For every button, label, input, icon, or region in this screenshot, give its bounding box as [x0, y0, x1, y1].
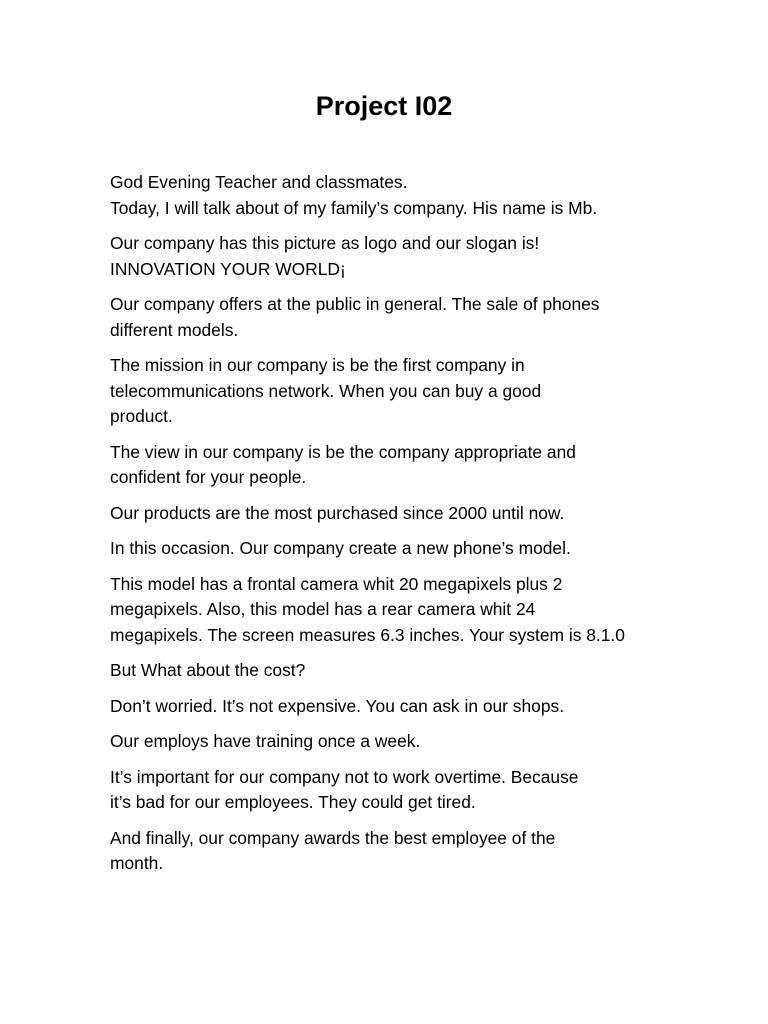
text-line: But What about the cost? — [110, 660, 306, 680]
text-line: Our company offers at the public in general. The sale of phones — [110, 294, 600, 314]
document-body — [110, 170, 700, 887]
text-line: megapixels. Also, this model has a rear camera whit 24 — [110, 599, 536, 619]
text-line: This model has a frontal camera whit 20 megapixels plus 2 — [110, 573, 563, 594]
paragraph-awards — [110, 826, 700, 877]
text-line: It’s important for our company not to work overtime. Because — [110, 766, 579, 787]
paragraph-model-specs — [110, 572, 700, 649]
text-line: Our products are the most purchased since 2000 until now. — [110, 502, 565, 523]
text-line: product. — [110, 406, 173, 426]
text-line: different models. — [110, 319, 239, 340]
text-line: it’s bad for our employees. They could get tired. — [110, 792, 476, 812]
text-line: God Evening Teacher and classmates. — [110, 172, 408, 192]
text-line: The mission in our company is be the first company in — [110, 355, 525, 375]
paragraph-slogan — [110, 231, 700, 282]
paragraph-view — [110, 440, 700, 491]
text-line: And finally, our company awards the best employee of the — [110, 827, 556, 848]
paragraph-offer — [110, 292, 700, 343]
text-line: megapixels. The screen measures 6.3 inches. Your system is 8.1.0 — [110, 624, 625, 645]
text-line: The view in our company is be the company appropriate and — [110, 441, 576, 462]
text-line: In this occasion. Our company create a new phone’s model. — [110, 538, 571, 558]
paragraph-overtime — [110, 765, 700, 816]
text-line: month. — [110, 853, 164, 873]
paragraph-greeting — [110, 170, 700, 221]
text-line: Our employs have training once a week. — [110, 731, 421, 751]
text-line: Our company has this picture as logo and our slogan is! — [110, 233, 540, 253]
text-line: telecommunications network. When you can buy a good — [110, 380, 542, 401]
paragraph-cost-answer — [110, 694, 700, 720]
text-line: Today, I will talk about of my family’s company. His name is Mb. — [110, 197, 598, 218]
text-line: Don’t worried. It’s not expensive. You can ask in our shops. — [110, 695, 565, 716]
paragraph-training — [110, 729, 700, 755]
paragraph-occasion — [110, 536, 700, 562]
page-title: Project I02 — [315, 91, 453, 121]
paragraph-products — [110, 501, 700, 527]
paragraph-cost-question — [110, 658, 700, 684]
text-line: INNOVATION YOUR WORLD¡ — [110, 258, 346, 279]
text-line: confident for your people. — [110, 467, 307, 487]
paragraph-mission — [110, 353, 700, 430]
